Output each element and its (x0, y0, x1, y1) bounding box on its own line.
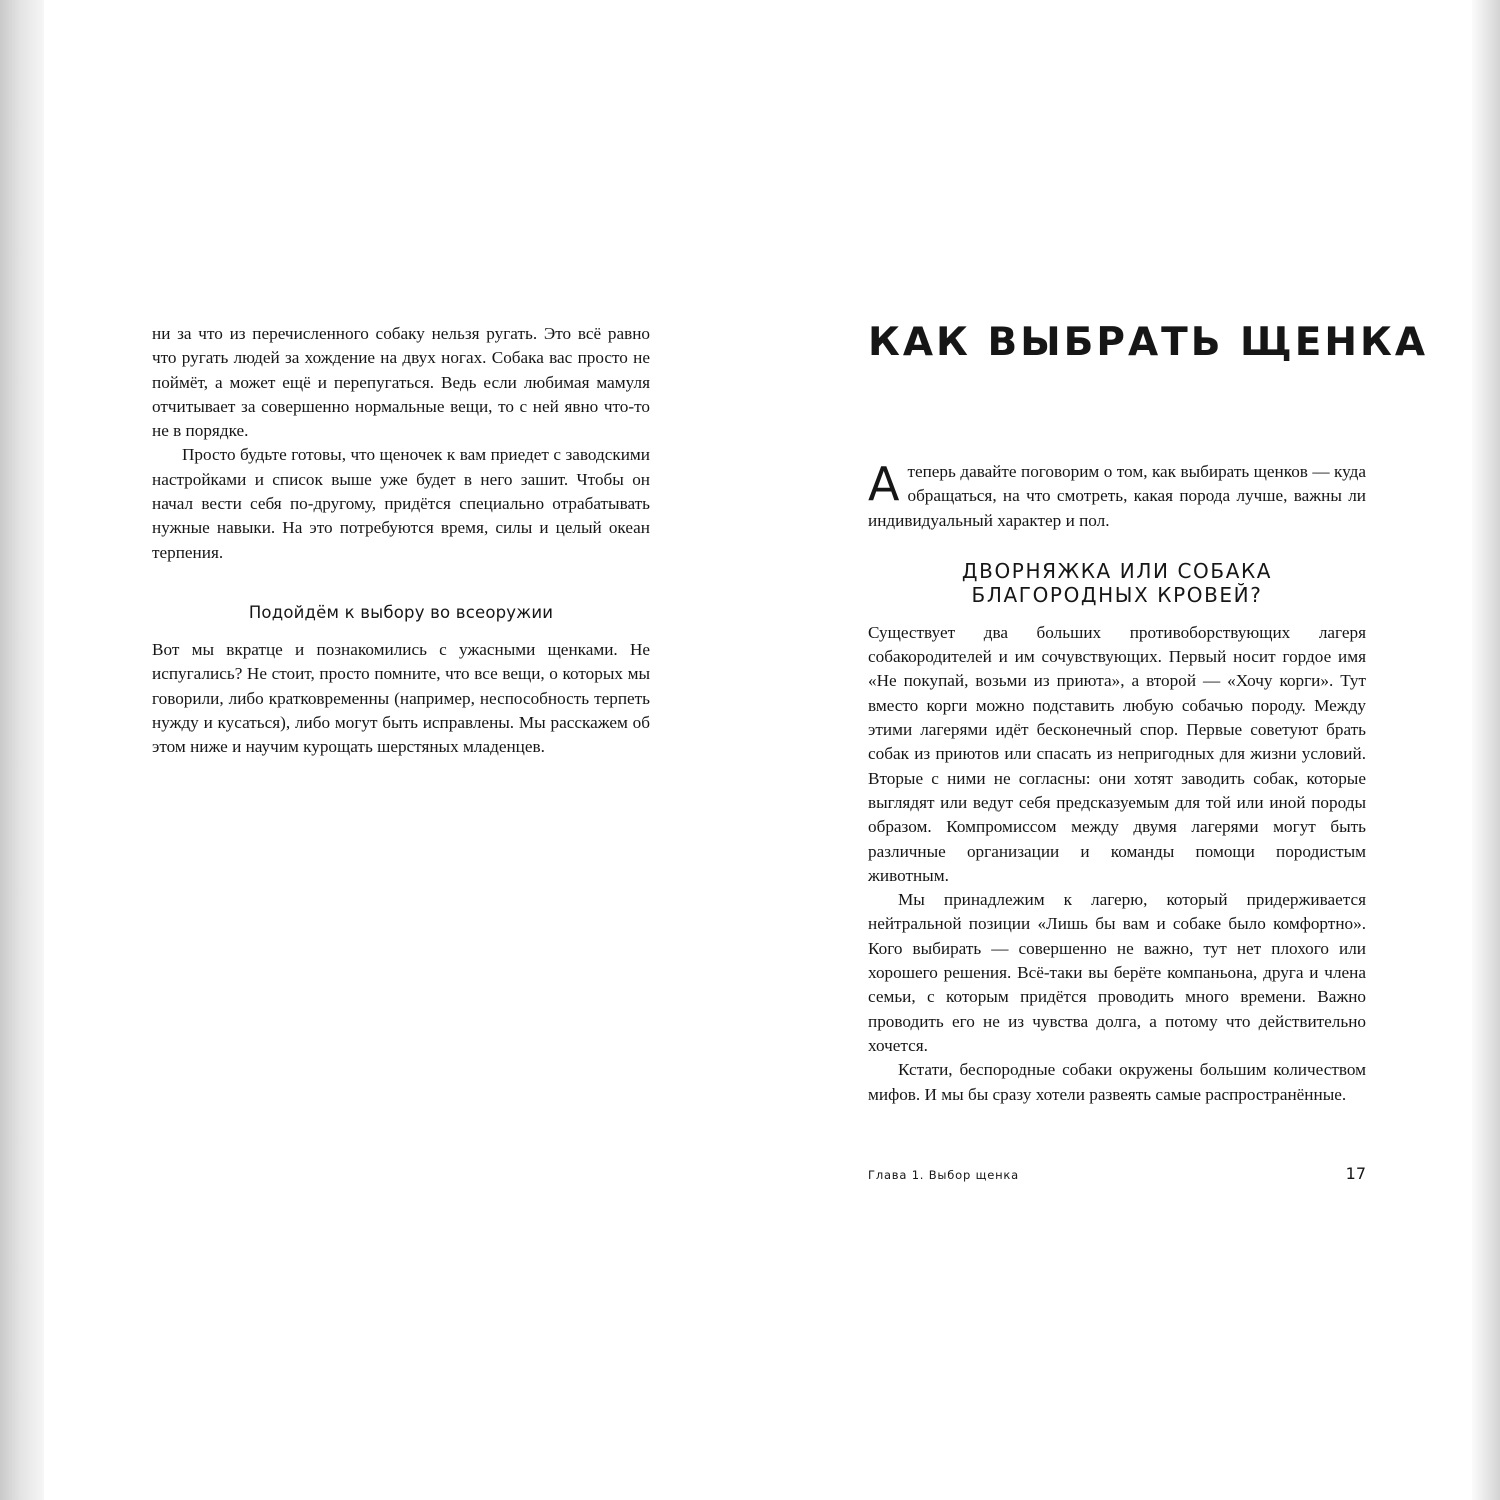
running-head: Глава 1. Выбор щенка (868, 1168, 1019, 1182)
left-subheading: Подойдём к выбору во всеоружии (248, 602, 554, 622)
page-footer (868, 1164, 1366, 1183)
right-paragraph-1: Существует два больших противоборствующих лагеря собакородителей и им сочувствующих. Первый носит гордое имя «Не покупай, возьми из приюта», а второй — «Хочу корги». Тут вместо корги можно подставить любую собачью породу. Между этими лагерями идёт бесконечный спор. Первые советуют брать собак из приютов или спасать из непригодных для жизни условий. Вторые с ними не согласны: они хотят заводить собак, которые выглядят или ведут себя предсказуемым для той или иной породы образом. Компромиссом между двумя лагерями могут быть различные организации и команды помощи породистым животным. (868, 622, 1366, 885)
left-paragraph-3: Вот мы вкратце и познакомились с ужасными щенками. Не испугались? Не стоит, просто помните, что все вещи, о которых мы говорили, либо кратковременны (например, неспособность терпеть нужду и кусаться), либо могут быть исправлены. Мы расскажем об этом ниже и научим курощать шерстяных младенцев. (152, 639, 650, 757)
section-title-line-1: ДВОРНЯЖКА ИЛИ СОБАКА (961, 558, 1273, 583)
left-paragraph-2: Просто будьте готовы, что щеночек к вам приедет с заводскими настройками и список выше уже будет в него зашит. Чтобы он начал вести себя по-другому, придётся специально отрабатывать нужные навыки. На это потребуются время, силы и целый океан терпения. (152, 445, 650, 562)
page-number: 17 (1345, 1164, 1366, 1183)
section-title-line-2: БЛАГОРОДНЫХ КРОВЕЙ? (971, 582, 1263, 607)
chapter-title: КАК ВЫБРАТЬ ЩЕНКА (868, 320, 1429, 365)
left-page (152, 322, 650, 759)
book-edge-shadow-right (1472, 0, 1500, 1500)
right-paragraph-3: Кстати, беспородные собаки окружены большим количеством мифов. И мы бы сразу хотели развеять самые распространённые. (868, 1060, 1366, 1104)
right-page (868, 318, 1429, 1107)
left-paragraph-1: ни за что из перечисленного собаку нельзя ругать. Это всё равно что ругать людей за хождение на двух ногах. Собака вас просто не поймёт, а может ещё и перепугаться. Ведь если любимая мамуля отчитывает за совершенно нормальные вещи, то с ней явно что-то не в порядке. (152, 324, 650, 441)
book-edge-shadow-left (0, 0, 44, 1500)
section-title (868, 559, 1366, 607)
drop-cap: А (868, 457, 900, 511)
right-paragraph-2: Мы принадлежим к лагерю, который придерживается нейтральной позиции «Лишь бы вам и собаке было комфортно». Кого выбирать — совершенно не важно, тут нет плохого или хорошего решения. Всё-таки вы берёте компаньона, друга и члена семьи, с которым придётся проводить много времени. Важно проводить его не из чувства долга, а потому что действительно хочется. (868, 890, 1366, 1055)
intro-text: теперь давайте поговорим о том, как выбирать щенков — куда обращаться, на что смотреть, какая порода лучше, важны ли индивидуальный характер и пол. (868, 462, 1366, 530)
intro-paragraph (868, 457, 1366, 533)
